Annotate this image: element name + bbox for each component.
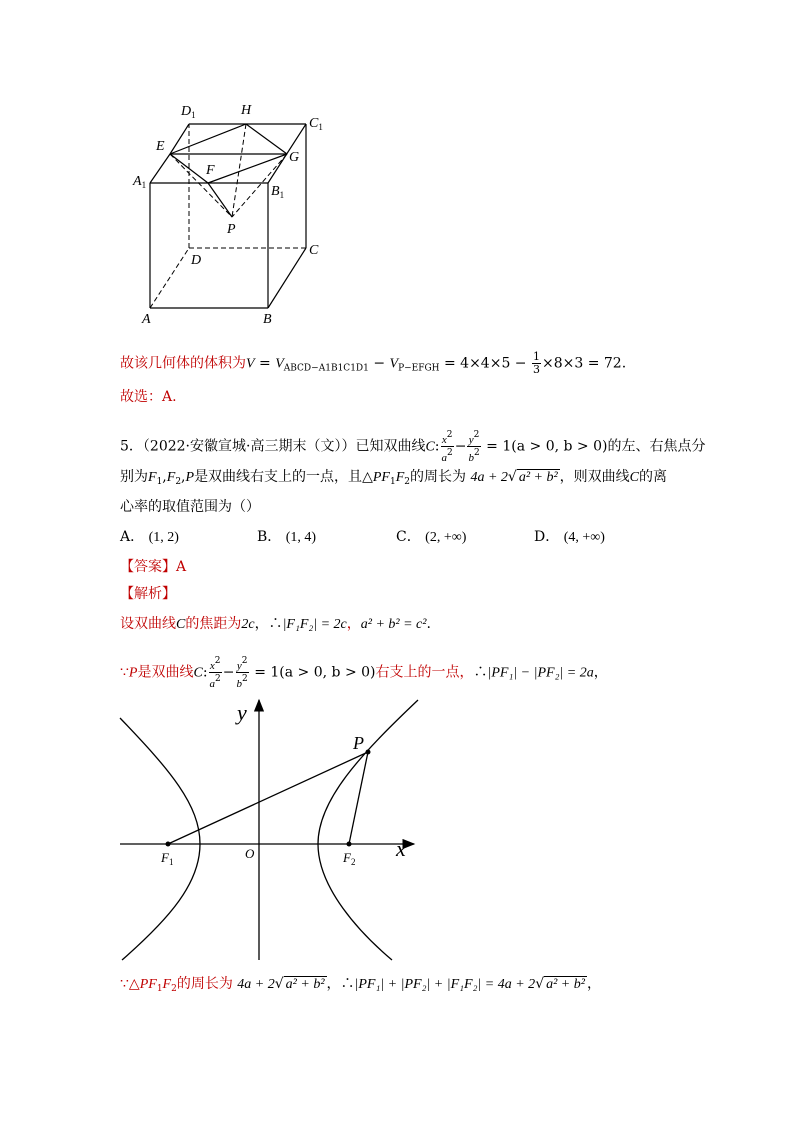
hyperbola-o-label: O: [245, 846, 255, 861]
option-c[interactable]: C． (2, +∞): [396, 529, 467, 545]
hyperbola-x-label: x: [396, 836, 406, 861]
point-f2: [347, 842, 352, 847]
label-a1: $A_1$: [133, 174, 147, 190]
label-c: C: [309, 243, 319, 258]
label-b1: $B_1$: [271, 184, 285, 200]
label-e: E: [156, 139, 165, 154]
point-p: [366, 750, 371, 755]
segment-f2-p: [349, 752, 368, 844]
hyperbola-y-label: y: [237, 700, 247, 725]
edge-a1-e: [150, 154, 170, 183]
problem-line-1: 5．（2022·安徽宣城·高三期末（文））已知双曲线C: $\frac{x^2}{a^2}$ − $\frac{y^2}{b^2}$ = 1(a > 0, b > 0)的左、右焦点分: [120, 430, 706, 464]
label-a: A: [142, 312, 151, 327]
edge-h-g: [246, 124, 287, 154]
solution-line-3: $\because\triangle PF_1F_2$的周长为 4a + 2√ a² + b² ，∴|PF₁| + |PF₂| + |F₁F₂| = 4a + 2√ a² + b² ，: [120, 976, 601, 994]
label-f: F: [206, 163, 215, 178]
edge-e-d1: [170, 124, 189, 154]
option-d[interactable]: D． (4, +∞): [534, 529, 605, 545]
hyperbola-f1-label: $F_1$: [161, 850, 174, 867]
volume-line: 故该几何体的体积为$V = V_{ABCD-A1B1C1D1} - V_{P-EFGH} = 4\times 4\times 5$ − $\frac{1}{3}$ ×8×3 = 72.: [120, 350, 627, 376]
point-f1: [166, 842, 171, 847]
problem-line-3: 心率的取值范围为（）: [120, 499, 260, 515]
hyperbola-p-label: P: [353, 733, 364, 753]
label-g: G: [289, 150, 300, 165]
label-d: D: [191, 253, 202, 268]
edge-g-f: [208, 154, 287, 183]
hidden-edge-e-p: [170, 154, 232, 217]
solution-line-1: 设双曲线C的焦距为2c，∴|F₁F₂| = 2c，a² + b² = c².: [120, 616, 431, 632]
analysis-tag: 【解析】: [120, 586, 176, 602]
label-p: P: [227, 222, 236, 237]
previous-answer: 故选：A.: [120, 389, 177, 405]
hyperbola-f2-label: $F_2$: [343, 850, 356, 867]
label-d1: $D_1$: [181, 104, 196, 120]
hyperbola-figure: [115, 698, 425, 963]
problem-line-2: 别为$F_1,F_2,P$是双曲线右支上的一点，且$\triangle PF_1F_2$的周长为 4a + 2√ a² + b² ，则双曲线C的离: [120, 469, 667, 487]
solution-line-2: ∵P是双曲线C: $\frac{x^2}{a^2}$ − $\frac{y^2}{b^2}$ = 1(a > 0, b > 0)右支上的一点，∴|PF₁| − |PF₂| = 2a，: [120, 656, 608, 690]
hyperbola-right-branch: [318, 700, 418, 960]
option-b[interactable]: B． (1, 4): [257, 529, 317, 545]
label-c1: $C_1$: [309, 116, 323, 132]
hyperbola-left-branch: [120, 718, 200, 960]
label-b: B: [263, 312, 272, 327]
edge-c-b: [268, 248, 306, 308]
answer-tag: 【答案】A: [120, 559, 187, 575]
hidden-edge-a-d: [150, 248, 189, 308]
label-h: H: [241, 103, 252, 118]
edge-f-p: [208, 183, 232, 217]
edge-e-h: [170, 124, 246, 154]
segment-f1-p: [168, 752, 368, 844]
option-a[interactable]: A． (1, 2): [120, 529, 179, 545]
